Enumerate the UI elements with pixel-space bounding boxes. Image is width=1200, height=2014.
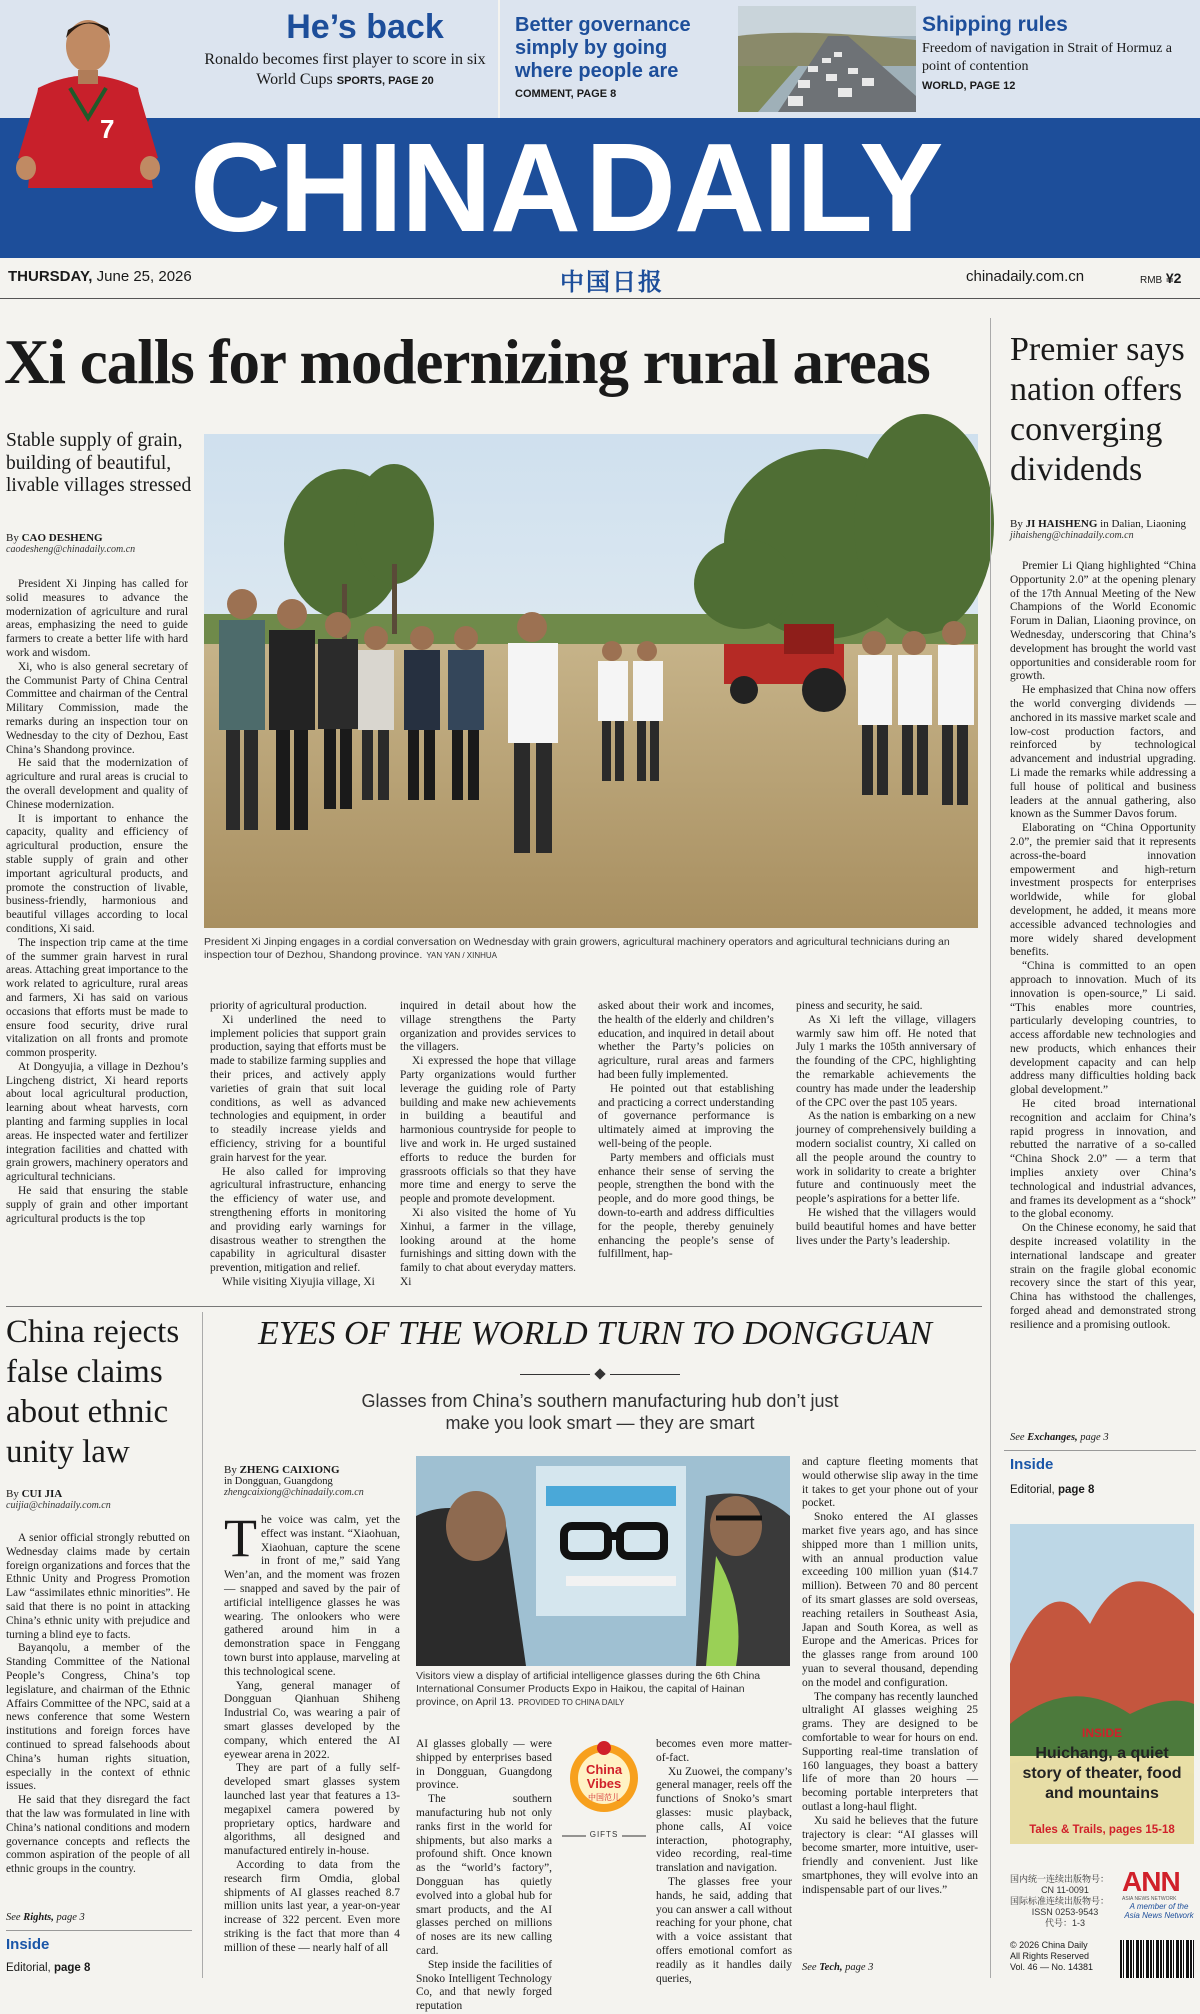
paragraph: He cited broad international recognition and acclaim for China’s rapid progress in innovation, and rebutted the narrative of a so-called “China Shock 2.0” — a term that implies anxiety over China’s technological and industrial advances, and frames its development as a “shock” to the global economy.	[1010, 1098, 1196, 1221]
paragraph: Party members and officials must enhance their sense of serving the people, strengthen the bond with the people, and do more good things, be down-to-earth and address difficulties for the people, thereby genuinely enhancing the people’s sense of fulfillment, hap-	[598, 1151, 774, 1261]
issue-number: Vol. 46 — No. 14381	[1010, 1962, 1094, 1972]
rights: All Rights Reserved	[1010, 1951, 1090, 1961]
huichang-promo[interactable]	[1010, 1524, 1194, 1844]
paragraph: He also called for improving agricultural infrastructure, enhancing the efficiency of water use, and strengthening efforts in monitoring and providing early warnings for disastrous weather to strengthen the capability in agricultural disaster prevention, mitigation and relief.	[210, 1165, 386, 1275]
paragraph: Xi underlined the need to implement policies that support grain production, saying that efforts must be made to stabilize farming supplies and their prices, and actively apply varieties of grain that suit local conditions, as well as advanced technologies and equipment, in order to steadily increase yields and efficiency, striving for a bountiful grain harvest for the year.	[210, 1013, 386, 1164]
paragraph: President Xi Jinping has called for solid measures to advance the modernization of agriculture and rural areas, emphasizing the need to guide farmers to create a better life with hard work and wisdom.	[6, 578, 188, 659]
dongguan-column-4	[802, 1456, 978, 1898]
issn-label: 国际标准连续出版物号：	[1010, 1896, 1110, 1906]
paragraph: He said that ensuring the stable supply of grain and other important agricultural products is the top	[6, 1185, 188, 1225]
lead-photo-credit: YAN YAN / XINHUA	[426, 951, 497, 960]
price-value: ¥2	[1165, 270, 1182, 286]
paragraph: He emphasized that China now offers the world converging dividends — anchored in its massive market scale and low-cost production factors, and reinforced by technological advancement and industrial upgrading. Li made the remarks while addressing a full house of political and business leaders at the annual gathering, also known as the Summer Davos forum.	[1010, 684, 1196, 821]
left-inside-label[interactable]: Inside	[6, 1936, 50, 1953]
paragraph: As Xi left the village, villagers warmly saw him off. He noted that July 1 marks the 105th anniversary of the founding of the CPC, highlighting the remarkable achievements the country has made under the leadership of the CPC over the past 105 years.	[796, 1013, 976, 1109]
copyright: © 2026 China Daily	[1010, 1940, 1088, 1950]
ann-logo[interactable]: ANN ASIA NEWS NETWORK A member of the Asia News Network	[1122, 1866, 1194, 1920]
ethnic-email[interactable]: cuijia@chinadaily.com.cn	[6, 1500, 111, 1511]
dongguan-see-ref[interactable]: See Tech, page 3	[802, 1962, 874, 1973]
paragraph: Yang, general manager of Dongguan Qianhuan Shiheng Industrial Co, was wearing a pair of smart glasses developed by the company, which entered the AI eyewear arena in 2022.	[224, 1679, 400, 1761]
ethnic-headline[interactable]: China rejects false claims about ethnic unity law	[6, 1314, 180, 1470]
paragraph: The company has recently launched ultralight AI glasses weighing 25 grams. They are designed to be comfortable to wear for hours on end. Supporting real-time translation of 160 languages, they boast a battery life of more than 20 hours — becoming portable interpreters that outlast a long-haul flight.	[802, 1690, 978, 1813]
premier-headline[interactable]: Premier says nation offers converging dividends	[1010, 331, 1185, 488]
ornament-divider	[520, 1370, 680, 1380]
promo-tag: INSIDE	[1081, 1726, 1122, 1740]
paragraph: Premier Li Qiang highlighted “China Opportunity 2.0” at the opening plenary of the 17th Annual Meeting of the New Champions of the World Economic Forum in Dalian, Liaoning province, on Wednesday, underscoring that China’s development has brought the world vast opportunities and considerable room for growth.	[1010, 560, 1196, 683]
paragraph: The inspection trip came at the time of the summer grain harvest in rural areas. Attaching great importance to the work related to agriculture, rural areas and farmers, Xi has said on various occasions that efforts must be made to ensure food security, drive rural vitalization on all fronts and promote common prosperity.	[6, 936, 188, 1060]
svg-text:7: 7	[100, 114, 115, 144]
dongguan-column-1	[224, 1508, 400, 1956]
dongguan-photo-credit: PROVIDED TO CHINA DAILY	[518, 1698, 625, 1707]
paragraph: Snoko entered the AI glasses market five years ago, and has since shipped more than 1 million units, with an annual production value exceeding 100 million yuan ($14.7 million). Between 70 and 80 percent of its smart glasses are sold overseas, reaching retailers in Southeast Asia, Japan and South Korea, as well as Europe and the Americas. Prices for the glasses range from around 100 yuan to several thousand, depending on the model and configuration.	[802, 1511, 978, 1689]
lead-photo-caption: President Xi Jinping engages in a cordial conversation on Wednesday with grain growers, agricultural machinery operators and agricultural technicians during an inspection tour of Dezhou, Shandong province.	[204, 936, 950, 961]
paragraph: Xi also visited the home of Yu Xinhui, a farmer in the village, looking around at the home furnishings and sitting down with the family to chat about everyday matters. Xi	[400, 1206, 576, 1288]
paragraph: The glasses free your hands, he said, adding that you can answer a call without reaching for your phone, chat with a voice assistant that offers emotional comfort as readily as it handles daily queries,	[656, 1875, 792, 1985]
paragraph: becomes even more matter-of-fact.	[656, 1738, 792, 1764]
promo-title: Huichang, a quiet story of theater, food and mountains	[1022, 1745, 1182, 1802]
code-number: 代号：1-3	[1044, 1918, 1085, 1928]
teaser-1-ref[interactable]: SPORTS, PAGE 20	[336, 75, 434, 87]
premier-see-ref[interactable]: See Exchanges, page 3	[1010, 1432, 1109, 1443]
chinese-masthead: 中国日报	[560, 268, 664, 296]
paragraph: He said that they disregard the fact that the law was formulated in line with China’s national conditions and modern governance concepts and reflects the common aspiration of the people of all ethnic groups in the country.	[6, 1794, 190, 1876]
paragraph: asked about their work and incomes, the health of the elderly and children’s education, and inquired in detail about whether the Party’s policies on agriculture, rural areas and farmers had been fully implemented.	[598, 1000, 774, 1081]
paragraph: priority of agricultural production.	[210, 1000, 367, 1012]
paragraph: It is important to enhance the capacity, quality and efficiency of agricultural production, ensure the stable supply of grain and other important agricultural products, and promote the construction of livable, business-friendly, harmonious and beautiful villages according to local conditions, Xi said.	[6, 812, 188, 935]
price-label: RMB	[1140, 275, 1163, 286]
left-editorial-ref[interactable]: Editorial, page 8	[6, 1962, 91, 1974]
right-editorial-ref[interactable]: Editorial, page 8	[1010, 1484, 1095, 1496]
paragraph: he voice was calm, yet the effect was instant. “Xiaohuan, Xiaohuan, capture the scene in front of me,” said Yang Wen’an, and the moment was frozen — snapped and saved by the pair of artificial intelligence glasses he was wearing. The onlookers who were gathered around him in a demonstration space in Fenggang town burst into applause, marveling at this technological scene.	[224, 1514, 400, 1678]
xi-inspection-photo[interactable]	[204, 434, 978, 928]
paragraph: He wished that the villagers would build beautiful homes and have better lives under the Party’s leadership.	[796, 1206, 976, 1247]
paragraph: The southern manufacturing hub not only ranks first in the world for shipments, but also marks a profound shift. Once known as the “world’s factory”, Dongguan has quietly evolved into a global hub for smart products, and the AI glasses perched on millions of noses are its new calling card.	[416, 1793, 552, 1957]
paragraph: At Dongyujia, a village in Dezhou’s Lingcheng district, Xi heard reports about local agricultural production, learning about wheat harvests, corn planting and farming supplies in local areas. He inspected water and fertilizer integration facilities and chatted with grain growers, machinery operators and agricultural technicians.	[6, 1060, 188, 1184]
lead-column-4	[598, 1000, 774, 1262]
paragraph: He pointed out that establishing and practicing a correct understanding of governance performance is ultimately aimed at improving the well-being of the people.	[598, 1082, 774, 1150]
ronaldo-photo[interactable]	[8, 8, 178, 230]
paragraph: They are part of a fully self-developed smart glasses system launched last year that features a 13-megapixel camera powered by proprietary optics, hardware and algorithms, all designed and manufactured entirely in-house.	[224, 1762, 400, 1858]
paragraph: According to data from the research firm Omdia, global shipments of AI glasses reached 8.7 million units last year, a year-on-year increase of 322 percent. Even more striking is the fact that more than 4 million of these — nearly half of all	[224, 1858, 400, 1954]
cn-number: CN 11-0091	[1041, 1885, 1089, 1895]
right-inside-label[interactable]: Inside	[1010, 1456, 1054, 1473]
premier-byline: By JI HAISHENG in Dalian, Liaoning	[1010, 518, 1187, 530]
teaser-2-ref[interactable]: COMMENT, PAGE 8	[515, 88, 617, 100]
dongguan-byline: By ZHENG CAIXIONG	[224, 1464, 340, 1476]
ethnic-body	[6, 1532, 190, 1877]
masthead-logo[interactable]	[190, 117, 1190, 258]
masthead-name-daily: DAILY	[584, 117, 942, 258]
lead-column-5	[796, 1000, 976, 1248]
ai-glasses-photo[interactable]	[416, 1456, 790, 1666]
paragraph: and capture fleeting moments that would otherwise slip away in the time it takes to get your phone out of your pocket.	[802, 1456, 978, 1510]
china-vibes-logo[interactable]: China Vibes 中国范儿 GIFTS	[556, 1736, 652, 1856]
teaser-2-headline[interactable]: Better governance simply by going where people are	[515, 14, 691, 82]
masthead-name-china: CHINA	[190, 117, 579, 258]
ethnic-byline: By CUI JIA	[6, 1488, 63, 1500]
lead-column-2	[210, 1000, 386, 1290]
paragraph: Xi expressed the hope that village Party organizations would further leverage the guiding role of Party building and make new achievements in building a beautiful and harmonious countryside for people to live and work in. He urged sustained efforts to reduce the burden for grassroots officials so that they have more time and energy to serve the people and promote development.	[400, 1055, 576, 1206]
paragraph: AI glasses globally — were shipped by enterprises based in Dongguan, Guangdong province.	[416, 1738, 552, 1792]
site-link[interactable]: chinadaily.com.cn	[966, 268, 1085, 285]
teaser-1-deck: Ronaldo becomes first player to score in six World Cups	[204, 51, 486, 88]
paragraph: inquired in detail about how the village strengthens the Party organization and provides services to the villagers.	[400, 1000, 576, 1054]
promo-ref[interactable]: Tales & Trails, pages 15-18	[1029, 1824, 1175, 1836]
issue-day: THURSDAY,	[8, 268, 93, 285]
barcode	[1120, 1940, 1194, 1978]
paragraph: Xu Zuowei, the company’s general manager, reels off the functions of Snoko’s smart glasses: music playback, phone calls, AI voice interaction, photography, video recording, real-time translation and navigation.	[656, 1765, 792, 1875]
teaser-strip	[0, 0, 1200, 144]
lead-subhead: Stable supply of grain, building of beautiful, livable villages stressed	[6, 430, 192, 496]
paragraph: He said that the modernization of agriculture and rural areas is crucial to the overall development and quality of Chinese modernization.	[6, 757, 188, 811]
dongguan-column-3	[656, 1738, 792, 1986]
dongguan-location: in Dongguan, Guangdong	[224, 1476, 333, 1487]
cn-number-label: 国内统一连续出版物号：	[1010, 1874, 1110, 1884]
lead-column-3	[400, 1000, 576, 1290]
paragraph: piness and security, he said.	[796, 1000, 923, 1012]
lead-email[interactable]: caodesheng@chinadaily.com.cn	[6, 544, 136, 555]
paragraph: Xu said he believes that the future trajectory is clear: “AI glasses will become smarter, more intuitive, user-friendly and convenient. Just like smartphones, they will evolve into an indispensable part of our lives.”	[802, 1814, 978, 1896]
dongguan-deck: Glasses from China’s southern manufacturing hub don’t just make you look smart — they are smart	[361, 1391, 839, 1433]
teaser-3-ref[interactable]: WORLD, PAGE 12	[922, 80, 1016, 92]
paragraph: A senior official strongly rebutted on Wednesday claims made by certain foreign organizations and forces that the Ethnic Unity and Progress Promotion Law “assimilates ethnic minorities”. He said that there is no point in attacking China’s ethnic unity with prejudice and turning a blind eye to facts.	[6, 1532, 190, 1641]
teaser-3-headline[interactable]: Shipping rules	[922, 13, 1068, 36]
paragraph: “China is committed to an open approach to innovation. Much of its innovation is open-source,” Li said. “This enables more countries, particularly developing countries, to access affordable new technologies and new products, which enhances their development capacity and can help address many difficulties holding back global development.”	[1010, 960, 1196, 1097]
paragraph: While visiting Xiyujia village, Xi	[222, 1275, 375, 1288]
lead-column-1	[6, 578, 188, 1226]
date-bar	[0, 258, 1200, 298]
dongguan-column-2	[416, 1738, 552, 2014]
lead-byline: By CAO DESHENG	[6, 532, 103, 544]
premier-email[interactable]: jihaisheng@chinadaily.com.cn	[1010, 530, 1134, 541]
paragraph: Step inside the facilities of Snoko Intelligent Technology Co, and that newly forged reputation	[416, 1958, 552, 2013]
paragraph: As the nation is embarking on a new journey of comprehensively building a modern socialist country, Xi called on all the people around the country to work in solidarity to create a brighter future and continuously meet the people’s aspirations for a better life.	[796, 1110, 976, 1206]
teaser-1-headline[interactable]: He’s back	[286, 8, 444, 46]
lead-headline[interactable]: Xi calls for modernizing rural areas	[4, 327, 930, 397]
dongguan-photo-caption: Visitors view a display of artificial intelligence glasses during the 6th China International Consumer Products Expo in Haikou, the capital of Hainan province, on April 13.	[416, 1670, 761, 1708]
paragraph: Elaborating on “China Opportunity 2.0”, the premier said that it represents across-the-board innovation empowerment and high-return investment prospects for enterprises worldwide, while for global development, he added, it means more accessible advanced technologies and more widely shared development benefits.	[1010, 822, 1196, 959]
traffic-photo[interactable]	[738, 6, 916, 112]
dongguan-kicker[interactable]: EYES OF THE WORLD TURN TO DONGGUAN	[258, 1315, 932, 1352]
issue-date: June 25, 2026	[96, 268, 192, 285]
teaser-3-deck: Freedom of navigation in Strait of Hormuz a point of contention	[922, 41, 1172, 74]
paragraph: Xi, who is also general secretary of the Communist Party of China Central Committee and chairman of the Central Military Commission, made the remarks during an inspection tour on Wednesday to the city of Dezhou, East China’s Shandong province.	[6, 660, 188, 756]
ethnic-see-ref[interactable]: See Rights, page 3	[6, 1912, 85, 1923]
paragraph: Bayanqolu, a member of the Standing Committee of the National People’s Congress, China’s top legislature, and chairman of the Ethnic Affairs Committee of the NPC, said at a news conference that some Western institutions and foreign forces have continued to spread falsehoods about China’s human rights situation, especially in the context of ethnic issues.	[6, 1642, 190, 1793]
premier-body	[1010, 560, 1196, 1333]
paragraph: On the Chinese economy, he said that despite increased volatility in the international landscape and greater strain on the fragile global economic recovery since the start of this year, China has withstood the challenges, forged ahead and demonstrated strong resilience and a promising outlook.	[1010, 1222, 1196, 1331]
dropcap: T	[224, 1508, 257, 1568]
issn-number: ISSN 0253-9543	[1031, 1907, 1099, 1917]
masthead-banner[interactable]	[0, 118, 1200, 258]
dongguan-email[interactable]: zhengcaixiong@chinadaily.com.cn	[224, 1487, 364, 1498]
